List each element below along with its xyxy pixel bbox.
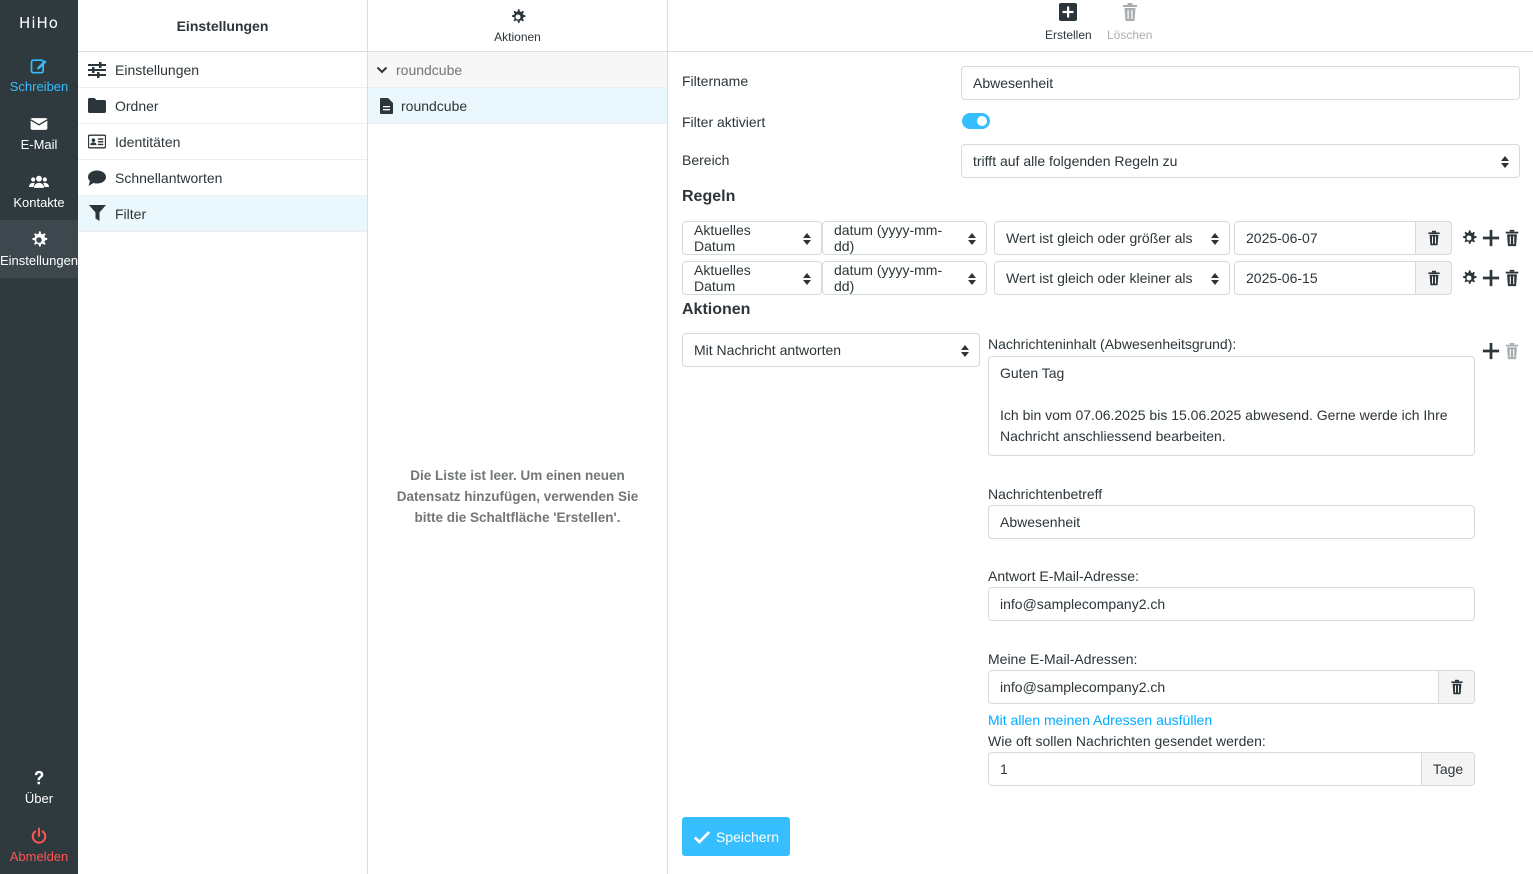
- days-value: 1: [1000, 761, 1008, 777]
- rule-type-value: datum (yyyy-mm-dd): [834, 222, 943, 254]
- rules-heading: Regeln: [682, 188, 736, 205]
- filter-icon: [88, 205, 106, 223]
- create-label: Erstellen: [1045, 28, 1092, 42]
- folder-icon: [88, 97, 106, 115]
- rule-header-select[interactable]: [682, 221, 822, 255]
- sidebar-item-label: Ordner: [115, 97, 159, 114]
- my-addresses-label: Meine E-Mail-Adressen:: [988, 651, 1138, 667]
- edit-icon: [29, 56, 49, 76]
- nav-mail[interactable]: [0, 104, 78, 162]
- reply-address-input[interactable]: [988, 587, 1475, 621]
- subject-value: Abwesenheit: [1000, 514, 1081, 530]
- nav-settings-label: Einstellungen: [0, 253, 79, 268]
- sidebar-item-label: Identitäten: [115, 133, 181, 150]
- sidebar-item-folders[interactable]: [78, 88, 367, 124]
- nav-compose[interactable]: [0, 46, 78, 104]
- rule-op-select[interactable]: [994, 221, 1230, 255]
- sliders-icon: [88, 61, 106, 79]
- filterset-item[interactable]: [368, 88, 667, 124]
- rule-type-select[interactable]: [822, 221, 987, 255]
- plus-icon: [1482, 229, 1500, 247]
- rule-type-select[interactable]: [822, 261, 987, 295]
- create-button[interactable]: [1045, 2, 1092, 42]
- rule-delete-button[interactable]: [1502, 268, 1522, 288]
- rule-options-button[interactable]: [1459, 228, 1479, 248]
- actions-heading: Aktionen: [682, 301, 751, 318]
- sidebar-item-responses[interactable]: [78, 160, 367, 196]
- settings-sections: [78, 0, 368, 874]
- reply-address-label: Antwort E-Mail-Adresse:: [988, 568, 1139, 584]
- filtername-input[interactable]: [961, 66, 1520, 100]
- my-addresses-input[interactable]: [988, 670, 1439, 704]
- plus-square-icon: [1058, 2, 1078, 22]
- filterset-group-label: roundcube: [396, 61, 463, 78]
- filterset-item-label: roundcube: [401, 97, 468, 114]
- gear-icon: [1460, 269, 1478, 287]
- nav-contacts-label: Kontakte: [13, 195, 65, 210]
- nav-logout[interactable]: [0, 816, 78, 874]
- delete-label: Löschen: [1107, 28, 1153, 42]
- trash-icon: [1503, 342, 1521, 360]
- rule-value: 2025-06-15: [1246, 270, 1318, 286]
- power-icon: [29, 826, 49, 846]
- rule-type-value: datum (yyyy-mm-dd): [834, 262, 943, 294]
- form-toolbar: [668, 0, 1533, 52]
- rule-header-select[interactable]: [682, 261, 822, 295]
- gear-icon: [29, 230, 49, 250]
- id-card-icon: [88, 133, 106, 151]
- rule-value-input[interactable]: [1234, 221, 1416, 255]
- scope-value: trifft auf alle folgenden Regeln zu: [973, 153, 1178, 169]
- fill-all-addresses-link[interactable]: Mit allen meinen Adressen ausfüllen: [988, 712, 1213, 728]
- rule-value: 2025-06-07: [1246, 230, 1318, 246]
- trash-icon: [1449, 679, 1465, 695]
- nav-logout-label: Abmelden: [9, 849, 69, 864]
- body-label: Nachrichteninhalt (Abwesenheitsgrund):: [988, 336, 1237, 352]
- rule-op-select[interactable]: [994, 261, 1230, 295]
- rule-op-value: Wert ist gleich oder größer als: [1006, 230, 1193, 246]
- rule-value-clear-button[interactable]: [1415, 261, 1452, 295]
- scope-label: Bereich: [682, 152, 730, 168]
- file-icon: [380, 98, 393, 114]
- users-icon: [29, 172, 49, 192]
- trash-icon: [1426, 230, 1442, 246]
- filter-sets-panel: [368, 0, 668, 874]
- days-label: Wie oft sollen Nachrichten gesendet werden:: [988, 733, 1266, 749]
- body-textarea[interactable]: [988, 356, 1475, 456]
- rule-header-value: Aktuelles Datum: [694, 222, 751, 254]
- body-value: Guten Tag Ich bin vom 07.06.2025 bis 15.06.2025 abwesend. Gerne werde ich Ihre Nachricht anschliessend bearbeiten.: [1000, 365, 1448, 444]
- trash-icon: [1503, 229, 1521, 247]
- rule-header-value: Aktuelles Datum: [694, 262, 751, 294]
- sidebar-item-label: Filter: [115, 205, 147, 222]
- empty-list-message: Die Liste ist leer. Um einen neuen Datensatz hinzufügen, verwenden Sie bitte die Schaltfläche 'Erstellen'.: [396, 468, 639, 525]
- reply-address-value: info@samplecompany2.ch: [1000, 596, 1166, 612]
- filterset-actions-label: Aktionen: [494, 29, 541, 44]
- subject-input[interactable]: [988, 505, 1475, 539]
- subject-label: Nachrichtenbetreff: [988, 486, 1103, 502]
- gear-icon: [509, 8, 527, 26]
- rule-add-button[interactable]: [1481, 268, 1501, 288]
- my-addresses-value: info@samplecompany2.ch: [1000, 679, 1166, 695]
- settings-title: Einstellungen: [78, 0, 367, 52]
- rule-op-value: Wert ist gleich oder kleiner als: [1006, 270, 1193, 286]
- question-icon: [29, 768, 49, 788]
- action-type-select[interactable]: [682, 333, 980, 367]
- my-addresses-clear-button[interactable]: [1438, 670, 1475, 704]
- action-add-button[interactable]: [1481, 341, 1501, 361]
- action-type-value: Mit Nachricht antworten: [694, 342, 842, 358]
- action-delete-button[interactable]: [1502, 341, 1522, 361]
- main-nav: [0, 0, 78, 874]
- rule-value-input[interactable]: [1234, 261, 1416, 295]
- nav-settings[interactable]: [0, 220, 78, 278]
- filter-form: [668, 0, 1533, 874]
- trash-icon: [1503, 269, 1521, 287]
- rule-add-button[interactable]: [1481, 228, 1501, 248]
- save-button[interactable]: [682, 817, 790, 856]
- filtername-value: Abwesenheit: [973, 75, 1054, 91]
- sidebar-item-label: Schnellantworten: [115, 169, 223, 186]
- plus-icon: [1482, 269, 1500, 287]
- envelope-icon: [29, 114, 49, 134]
- nav-mail-label: E-Mail: [20, 137, 58, 152]
- nav-contacts[interactable]: [0, 162, 78, 220]
- sidebar-item-preferences[interactable]: [78, 52, 367, 88]
- filterset-actions-button[interactable]: [368, 0, 667, 52]
- sidebar-item-identities[interactable]: [78, 124, 367, 160]
- sidebar-item-filter[interactable]: [78, 196, 367, 232]
- save-label: Speichern: [715, 828, 780, 845]
- trash-icon: [1426, 270, 1442, 286]
- filtername-label: Filtername: [682, 73, 749, 89]
- rule-delete-button[interactable]: [1502, 228, 1522, 248]
- nav-about[interactable]: [0, 758, 78, 816]
- trash-icon: [1120, 2, 1140, 22]
- check-icon: [693, 828, 711, 846]
- delete-button[interactable]: [1107, 2, 1152, 42]
- logo[interactable]: HiHo: [19, 14, 59, 32]
- comment-icon: [88, 169, 106, 187]
- scope-select[interactable]: [961, 144, 1520, 178]
- gear-icon: [1460, 229, 1478, 247]
- filter-enabled-toggle[interactable]: [962, 113, 990, 129]
- plus-icon: [1482, 342, 1500, 360]
- rule-options-button[interactable]: [1459, 268, 1479, 288]
- filterset-group[interactable]: [368, 52, 667, 88]
- chevron-down-icon: [376, 64, 388, 76]
- filter-enabled-label: Filter aktiviert: [682, 114, 766, 130]
- days-input[interactable]: [988, 752, 1422, 786]
- sidebar-item-label: Einstellungen: [115, 61, 200, 78]
- days-unit: Tage: [1421, 752, 1475, 786]
- rule-value-clear-button[interactable]: [1415, 221, 1452, 255]
- nav-about-label: Über: [24, 791, 54, 806]
- nav-compose-label: Schreiben: [9, 79, 69, 94]
